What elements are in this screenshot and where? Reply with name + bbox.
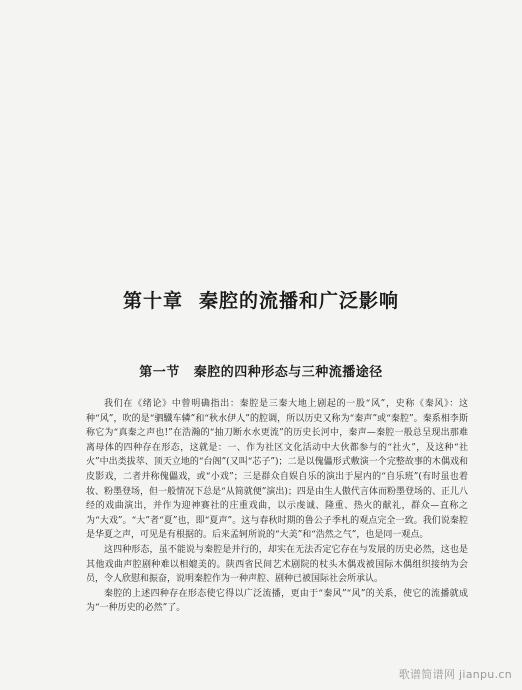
body-text [86, 397, 468, 616]
chapter-title [0, 286, 522, 313]
section-title [0, 361, 522, 380]
site-watermark: 歌谱简谱网 jianpu.cn [398, 668, 512, 681]
paragraph-2: 这四种形态，虽不能说与秦腔是并行的，却实在无法否定它存在与发展的历史必然，这也是其他戏曲声腔剧种难以相媲美的。陕西省民间艺术剧院的杖头木偶戏被国际木偶组织接纳为会员，令人欣慰和振奋，说明秦腔作为一种声腔、剧种已被国际社会所承认。 [86, 544, 468, 585]
paragraph-1: 我们在《绪论》中曾明确指出：秦腔是三秦大地上剧起的一股“风”，史称《秦风》：这种“风”，吹的是“驷驖车辚”和“秋水伊人”的腔调，所以历史又称为“秦声”或“秦腔”。秦系相李斯称它为“真秦之声也!”在浩瀚的“抽刀断水水更流”的历史长河中，秦声—秦腔一般总呈现出那难离母体的四种存在形态，这就是：一、作为社区文化活动中大伙都参与的“社火”，及这种“社火”中出类拔萃、顶天立地的“台阁”(又叫“芯子”)；二是以傀儡形式敷演一个完整故事的木偶戏和皮影戏，二者并称傀儡戏，或“小戏”；三是群众自娱自乐的演出于屋内的“自乐班”(有时虽也着妆、粉墨登场，但一般情况下总是“从简就便”演出)；四是由生人傲代言体而粉墨登场的、正儿八经的戏曲演出，并作为迎神赛社的庄重戏曲，以示虔诚、隆重、热火的献礼，群众—直称之为“大戏”。“大”者“夏”也，即“夏声”。这与春秋时期的鲁公子季札的观点完全一致。我们说秦腔是华夏之声，可见是有根据的。后来孟轲所说的“大美”和“浩然之气”，也是同一观点。 [86, 399, 468, 541]
chapter-name: 秦腔的流播和广泛影响 [199, 290, 400, 312]
chapter-number: 第十章 [122, 290, 183, 312]
paragraph-3: 秦腔的上述四种存在形态使它得以广泛流播，更由于“秦风”“风”的关系，使它的流播就成为“一种历史的必然”了。 [86, 588, 468, 614]
section-name: 秦腔的四种形态与三种流播途径 [193, 365, 383, 380]
section-number: 第一节 [139, 365, 180, 380]
